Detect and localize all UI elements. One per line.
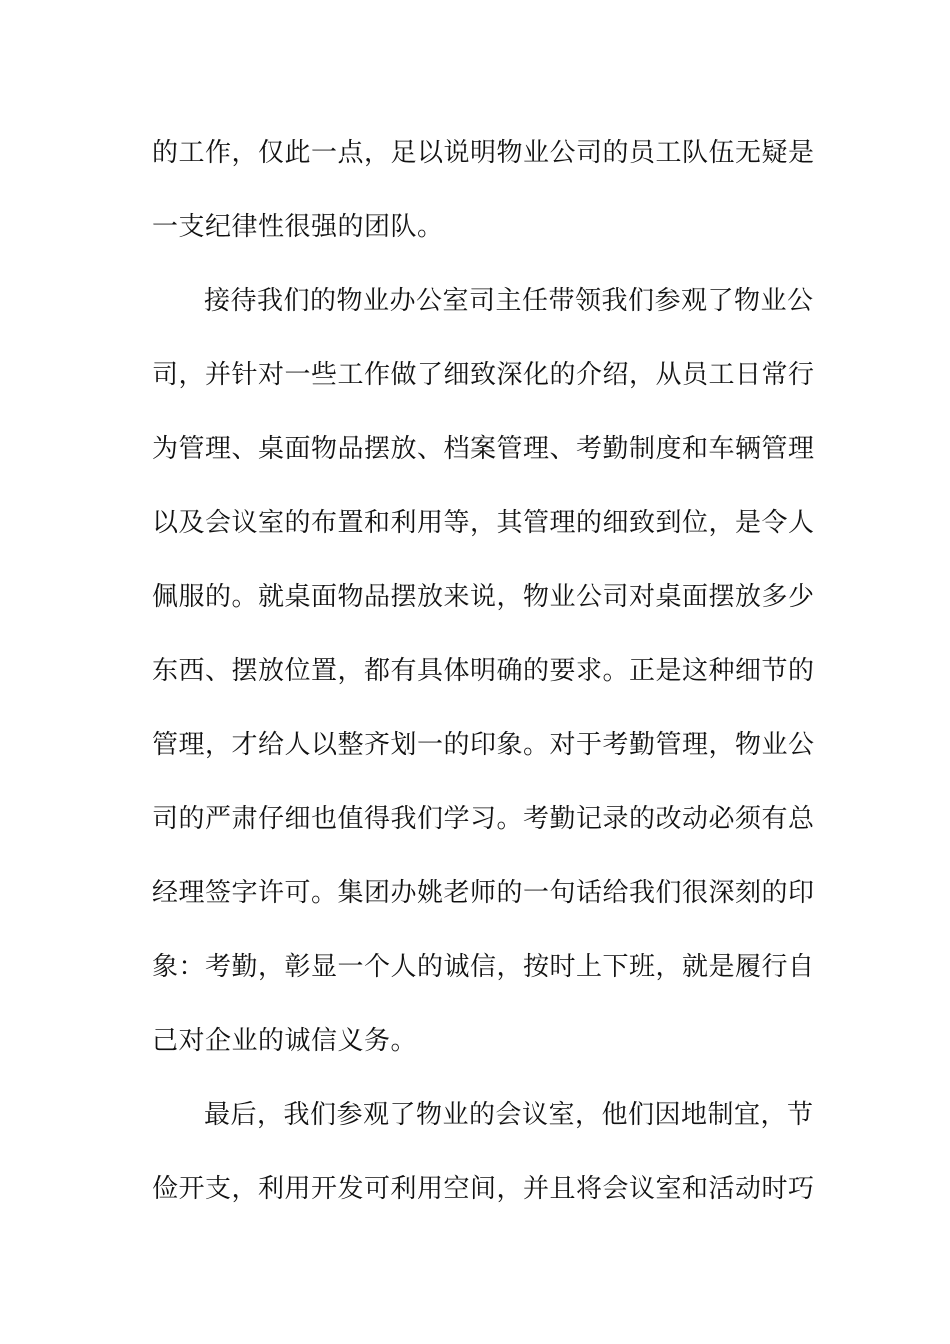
text-line-6: 以及会议室的布置和利用等，其管理的细致到位，是令人	[152, 508, 815, 538]
text-line-1: 的工作，仅此一点，足以说明物业公司的员工队伍无疑是	[152, 138, 815, 168]
text-line-3: 接待我们的物业办公室司主任带领我们参观了物业公	[204, 286, 814, 316]
text-line-13: 己对企业的诚信义务。	[152, 1026, 418, 1056]
text-line-8: 东西、摆放位置，都有具体明确的要求。正是这种细节的	[152, 656, 815, 686]
text-line-10: 司的严肃仔细也值得我们学习。考勤记录的改动必须有总	[152, 804, 815, 834]
text-line-7: 佩服的。就桌面物品摆放来说，物业公司对桌面摆放多少	[152, 582, 815, 612]
text-line-2: 一支纪律性很强的团队。	[152, 212, 444, 242]
text-line-15: 俭开支，利用开发可利用空间，并且将会议室和活动时巧	[152, 1174, 815, 1204]
text-line-4: 司，并针对一些工作做了细致深化的介绍，从员工日常行	[152, 360, 815, 390]
text-line-11: 经理签字许可。集团办姚老师的一句话给我们很深刻的印	[152, 878, 815, 908]
text-line-14: 最后，我们参观了物业的会议室，他们因地制宜，节	[204, 1100, 814, 1130]
body-text	[152, 116, 815, 1226]
text-line-5: 为管理、桌面物品摆放、档案管理、考勤制度和车辆管理	[152, 434, 815, 464]
text-line-12: 象：考勤，彰显一个人的诚信，按时上下班，就是履行自	[152, 952, 815, 982]
text-line-9: 管理，才给人以整齐划一的印象。对于考勤管理，物业公	[152, 730, 815, 760]
